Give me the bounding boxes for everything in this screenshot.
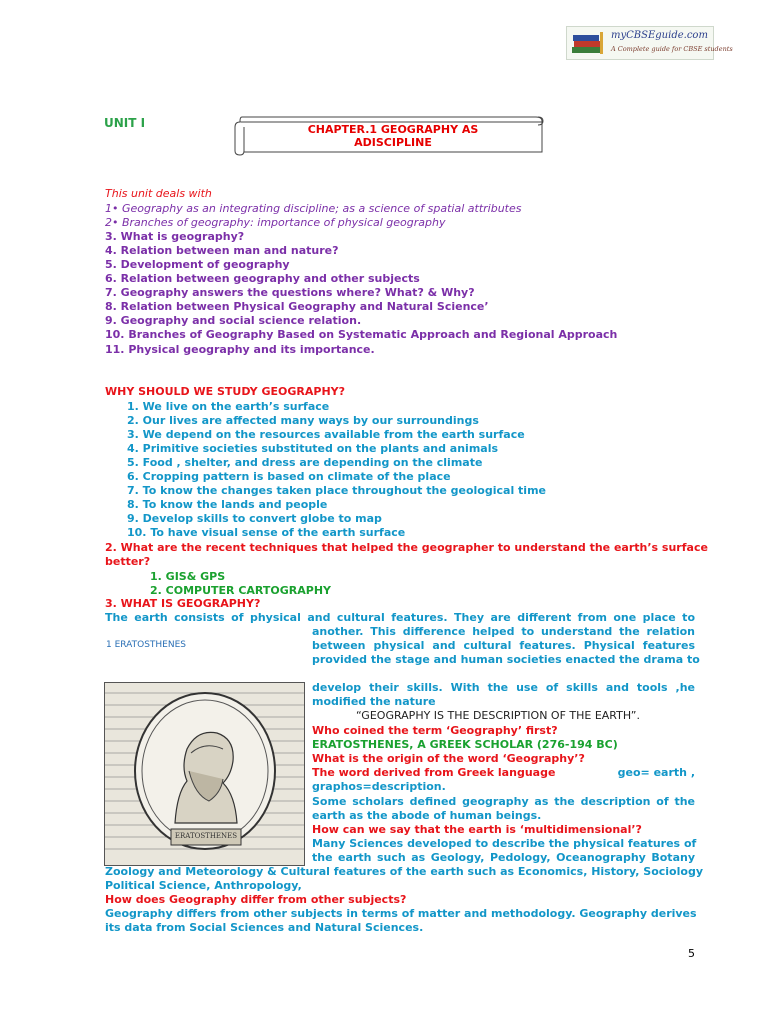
geography-quote: “GEOGRAPHY IS THE DESCRIPTION OF THE EARTH”. bbox=[356, 709, 641, 722]
portrait-label: ERATOSTHENES bbox=[174, 832, 238, 840]
a-origin-part: The word derived from Greek language bbox=[312, 766, 556, 779]
page-number: 5 bbox=[688, 947, 695, 960]
logo-tagline: A Complete guide for CBSE students bbox=[611, 45, 733, 53]
a-origin-part: geo= earth , bbox=[617, 766, 695, 779]
q-origin: What is the origin of the word ‘Geography’? bbox=[312, 752, 585, 765]
q2-question-line2: better? bbox=[105, 555, 151, 568]
eratosthenes-portrait bbox=[104, 682, 305, 866]
chapter-title: CHAPTER.1 GEOGRAPHY AS ADISCIPLINE bbox=[307, 123, 479, 149]
q3-para-line: modified the nature bbox=[312, 695, 436, 708]
intro-item: 4. Relation between man and nature? bbox=[105, 244, 339, 257]
scholars-line: earth as the abode of human beings. bbox=[312, 809, 542, 822]
q3-para-line: between physical and cultural features. Physical features bbox=[312, 639, 695, 652]
a-multi-line: the earth such as Geology, Pedology, Oceanography Botany bbox=[312, 851, 695, 864]
q2-answer: 2. COMPUTER CARTOGRAPHY bbox=[150, 584, 332, 597]
scholars-line: Some scholars defined geography as the description of the bbox=[312, 795, 695, 808]
reason-item: 2. Our lives are affected many ways by our surroundings bbox=[127, 414, 479, 427]
unit-label: UNIT I bbox=[104, 116, 146, 130]
q2-answer: 1. GIS& GPS bbox=[150, 570, 226, 583]
logo-brand: myCBSEguide.com bbox=[611, 30, 708, 41]
reason-item: 3. We depend on the resources available from the earth surface bbox=[127, 428, 525, 441]
q3-para-line: provided the stage and human societies enacted the drama to bbox=[312, 653, 700, 666]
a-multi-line: Many Sciences developed to describe the physical features of bbox=[312, 837, 697, 850]
intro-item: 8. Relation between Physical Geography and Natural Science’ bbox=[105, 300, 489, 313]
q3-para-line: The earth consists of physical and cultural features. They are different from one place to bbox=[105, 611, 695, 624]
intro-item: 5. Development of geography bbox=[105, 258, 290, 271]
reason-item: 5. Food , shelter, and dress are depending on the climate bbox=[127, 456, 483, 469]
figure-caption: 1 ERATOSTHENES bbox=[106, 640, 186, 650]
a-differ-line: Geography differs from other subjects in terms of matter and methodology. Geography derives bbox=[105, 907, 697, 920]
site-logo bbox=[566, 26, 733, 60]
a-coined: ERATOSTHENES, A GREEK SCHOLAR (276-194 BC) bbox=[312, 738, 618, 751]
intro-item: 2• Branches of geography: importance of physical geography bbox=[105, 216, 446, 229]
q3-para-line: another. This difference helped to understand the relation bbox=[312, 625, 695, 638]
a-multi-line: Zoology and Meteorology & Cultural features of the earth such as Economics, History, Sociology bbox=[105, 865, 703, 878]
reason-item: 1. We live on the earth’s surface bbox=[127, 400, 330, 413]
a-multi-line: Political Science, Anthropology, bbox=[105, 879, 302, 892]
intro-item: 1• Geography as an integrating discipline; as a science of spatial attributes bbox=[105, 202, 522, 215]
intro-item: 11. Physical geography and its importance. bbox=[105, 343, 375, 356]
reason-item: 7. To know the changes taken place throughout the geological time bbox=[127, 484, 547, 497]
intro-item: 9. Geography and social science relation. bbox=[105, 314, 362, 327]
reason-item: 10. To have visual sense of the earth surface bbox=[127, 526, 406, 539]
books-icon bbox=[570, 30, 608, 56]
reason-item: 4. Primitive societies substituted on the plants and animals bbox=[127, 442, 499, 455]
a-differ-line: its data from Social Sciences and Natural Sciences. bbox=[105, 921, 424, 934]
q2-question-line1: 2. What are the recent techniques that helped the geographer to understand the earth’s surface bbox=[105, 541, 708, 554]
q-coined: Who coined the term ‘Geography’ first? bbox=[312, 724, 558, 737]
reason-item: 6. Cropping pattern is based on climate of the place bbox=[127, 470, 451, 483]
q3-para-line: develop their skills. With the use of skills and tools ,he bbox=[312, 681, 695, 694]
q-differ: How does Geography differ from other subjects? bbox=[105, 893, 407, 906]
intro-item: 6. Relation between geography and other subjects bbox=[105, 272, 420, 285]
intro-item: 10. Branches of Geography Based on Systematic Approach and Regional Approach bbox=[105, 328, 618, 341]
why-study-heading: WHY SHOULD WE STUDY GEOGRAPHY? bbox=[105, 385, 345, 398]
intro-item: 7. Geography answers the questions where? What? & Why? bbox=[105, 286, 475, 299]
intro-heading: This unit deals with bbox=[105, 187, 212, 200]
q-multidimensional: How can we say that the earth is ‘multidimensional’? bbox=[312, 823, 642, 836]
a-origin-line bbox=[312, 766, 695, 779]
a-origin-line: graphos=description. bbox=[312, 780, 446, 793]
reason-item: 9. Develop skills to convert globe to map bbox=[127, 512, 382, 525]
intro-item: 3. What is geography? bbox=[105, 230, 245, 243]
reason-item: 8. To know the lands and people bbox=[127, 498, 328, 511]
q3-heading: 3. WHAT IS GEOGRAPHY? bbox=[105, 597, 261, 610]
